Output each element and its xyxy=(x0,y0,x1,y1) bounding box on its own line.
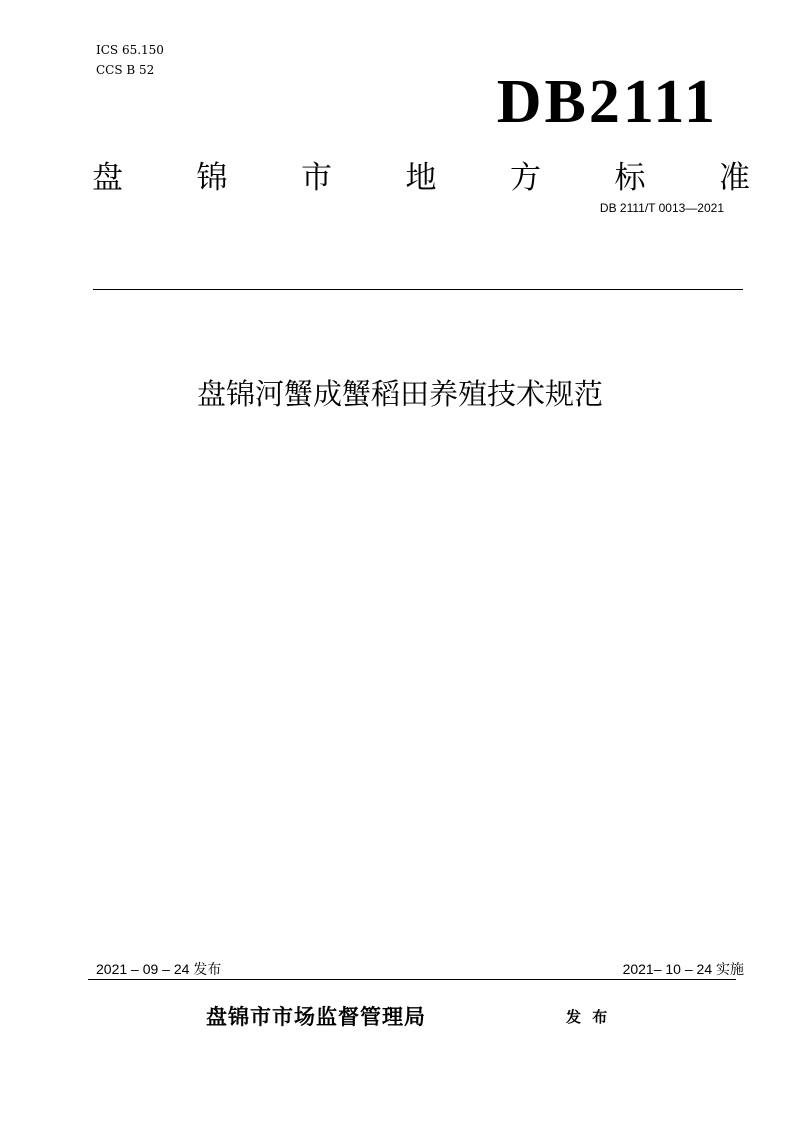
publish-date: 2021 – 09 – 24 发布 xyxy=(96,961,222,977)
document-title: 盘锦河蟹成蟹稻田养殖技术规范 xyxy=(196,377,603,411)
implement-date: 2021– 10 – 24 实施 xyxy=(622,961,744,977)
top-divider xyxy=(93,289,743,290)
bottom-divider xyxy=(88,979,736,980)
classification-codes xyxy=(96,40,164,80)
standard-number: DB 2111/T 0013—2021 xyxy=(599,201,724,215)
standard-type-char: 地 xyxy=(405,160,437,196)
issue-label: 发 布 xyxy=(566,1008,608,1026)
standard-type-char: 方 xyxy=(510,160,541,196)
standard-type xyxy=(92,156,750,200)
ccs-code: CCS B 52 xyxy=(96,63,155,77)
issuer-name: 盘锦市市场监督管理局 xyxy=(206,1005,426,1029)
standard-type-char: 市 xyxy=(301,160,332,196)
db-code: DB2111 xyxy=(496,68,718,136)
standard-type-char: 标 xyxy=(614,160,646,196)
standard-type-char: 锦 xyxy=(196,160,228,196)
standard-type-char: 盘 xyxy=(92,160,123,196)
standard-type-char: 准 xyxy=(719,160,750,196)
ics-code: ICS 65.150 xyxy=(96,43,164,57)
